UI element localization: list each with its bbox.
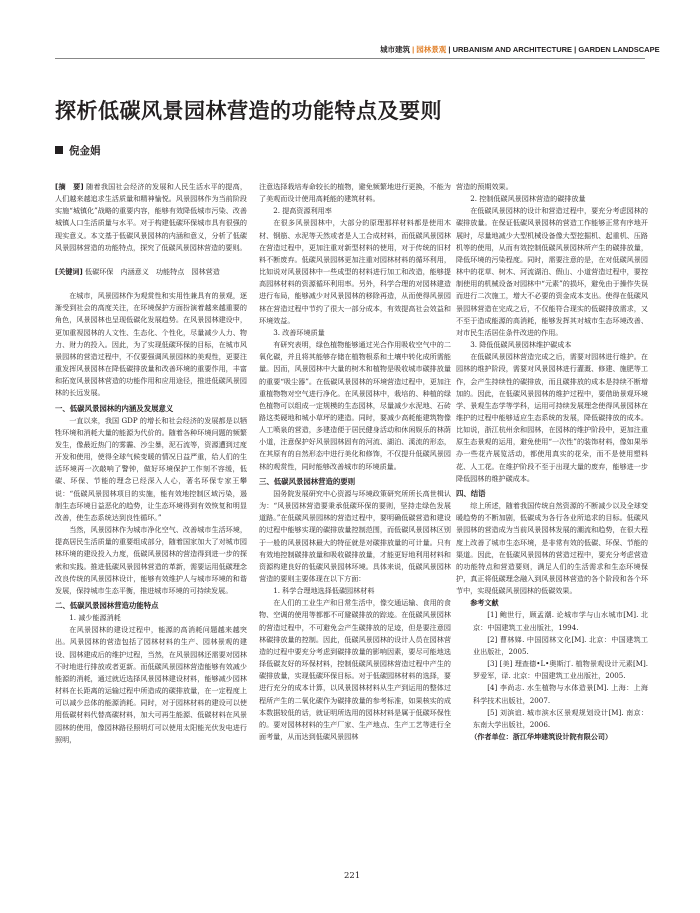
header-separator-3: | bbox=[574, 45, 577, 54]
reference-item: [3] [美] 理查德•L•奥斯汀. 植物景观设计元素[M]. 罗爱军，译. 北京：中国建筑工业出版社，2005. bbox=[473, 659, 648, 681]
header-section-b: 园林景观 bbox=[416, 45, 447, 54]
column-3 bbox=[456, 181, 648, 743]
header-separator: | bbox=[412, 45, 415, 54]
references-heading: 参考文献 bbox=[470, 598, 499, 608]
article-title: 探析低碳风景园林营造的功能特点及要则 bbox=[55, 99, 442, 123]
paragraph: 在人们的工业生产和日常生活中，像交通运输、食用的食物、空调的使用等都都不可避碳排放的踪迹。在低碳风景园林的营造过程中，不可避免会产生碳排放的足迹，但是要注意园林碳排放量的控制。因此，低碳风景园林的设计人员在园林营造的过程中要充分考虑到碳排放量的影响因素，要尽可能地选择低碳友好的环保材料，控制低碳风景园林营造过程中产生的碳排放量，实现低碳环保目标。对于低碳园林材料的选择，要进行充分的成本计算，以风景园林材料从生产到运用的整体过程所产生的二氧化碳作为碳排放量的参考标准，如果核实的成本数据较低的话，就证明所选用的园林材料是属于低碳环保性的。要对园林材料的生产厂家、生产地点、生产工艺等进行全面考量，从而达到低碳风景园林 bbox=[259, 598, 451, 742]
author-name: 倪金娟 bbox=[69, 145, 101, 157]
subsection-heading: 3. 降低低碳风景园林维护碳成本 bbox=[470, 340, 572, 350]
spacer bbox=[55, 254, 247, 266]
keywords bbox=[55, 266, 247, 278]
section-3-heading: 三、低碳风景园林营造的要则 bbox=[259, 476, 356, 486]
square-bullet-icon bbox=[55, 146, 63, 154]
header-section-c: URBANISM AND ARCHITECTURE bbox=[452, 45, 573, 54]
abstract-text: 随着我国社会经济的发展和人民生活水平的提高，人们越来越追求生活质量和精神愉悦。风景园林作为当前阶段实施“城镇化”战略的重要内容，能够有效降低城市污染、改善城镇人口生活质量与水平。对于构建低碳环保城市具有很强的现实意义。本文基于低碳风景园林的内涵和意义，分析了低碳风景园林营造的功能特点，探究了低碳风景园林营造的要则。 bbox=[55, 182, 248, 252]
intro-paragraph: 在城市，风景园林作为观赏性和实用性兼具有的景观，逐渐受到社会的高度关注，在环境保护方面扮演着越来越重要的角色，风景园林也呈现低碳化发展趋势。在风景园林建设中，更加重视园林的人文性、生态化、个性化，尽量减少人力、物力、财力的投入。因此，为了实现低碳环保的目标，在城市风景园林的营造过程中，不仅要强调风景园林的美观性，更要注重发挥风景园林在降低碳排放量和改善环境的重要作用，丰富和拓宽风景园林营造的功能作用和应用途径，推进低碳风景园林的长远发展。 bbox=[55, 291, 247, 398]
header-section-d: GARDEN LANDSCAPE bbox=[578, 45, 660, 54]
author-line bbox=[55, 143, 101, 158]
paragraph: 在低碳风景园林营造完成之后，需要对园林进行维护。在园林的维护阶段，需要对风景园林进行灌溉、修建、施肥等工作，会产生持续性的碳排放，而且碳排放的成本是持续不断增加的。因此，在低碳风景园林的维护过程中，要借助景观环境学、景观生态学等学科，运用可持续发展理念使得风景园林在维护的过程中能够适应生态系统的发展，降低碳排放的成本。比如说，浙江杭州余和园林，在园林的维护阶段中，更加注重原生态景观的运用，避免使用“一次性”的装饰材料，像如果举办一些花卉展览活动，都使用真实的花朵，而不是使用塑料花、人工花。在维护阶段不至于出现大量的废弃，能够进一步降低园林的维护碳成本。 bbox=[456, 352, 648, 483]
column-2 bbox=[259, 181, 451, 743]
paragraph: 综上所述，随着我国传统自然资源的不断减少以及全球变暖趋势的不断加剧，低碳成为各行各业所追求的目标。低碳风景园林的营造成为当前风景园林发展的潮流和趋势，在很大程度上改善了城市生态环境，是非常有效的低碳、环保、节能的渠道。因此，在低碳风景园林的营造过程中，要充分考虑营造的功能特点和营造要则，满足人们的生活需求和生态环境保护，真正将低碳理念融入到风景园林营造的各个阶段和各个环节中，实现低碳风景园林的低碳效果。 bbox=[456, 501, 648, 596]
header-separator-2: | bbox=[448, 45, 451, 54]
subsection-heading: 2. 提高资源利用率 bbox=[273, 206, 332, 216]
reference-item: [4] 李尚志. 水生植物与水体造景[M]. 上海：上海科学技术出版社，2007. bbox=[473, 683, 648, 705]
paragraph: 营造的预期效果。 bbox=[456, 182, 513, 191]
subsection-heading: 2. 控制低碳风景园林营造的碳排放量 bbox=[470, 194, 586, 204]
subsection-heading: 1. 减少能源消耗 bbox=[69, 613, 121, 623]
paragraph: 国务院发展研究中心资源与环境政策研究所所长高世楫认为：“风景园林营造要秉承低碳环保的要则，坚持走绿色发展道路。”在低碳风景园林的营造过程中，要明确低碳营造和建设的过程中能够实现的碳排放量控制范围，而低碳风景园林区别于一般的风景园林最大的特征就是对碳排放量的可计量。只有有效地控制碳排放量和吸收碳排放量，才能更好地利用材料和资源构建良好的低碳风景园林环境。具体来说，低碳风景园林营造的要则主要体现在以下方面： bbox=[259, 488, 451, 583]
header-section-a: 城市建筑 bbox=[380, 45, 410, 54]
reference-item: [5] 刘滨谊. 城市滨水区景观规划设计[M]. 南京：东南大学出版社，2006. bbox=[473, 707, 648, 729]
section-4-heading: 四、结语 bbox=[456, 488, 486, 498]
spacer bbox=[55, 278, 247, 290]
running-header bbox=[380, 44, 660, 55]
section-1-heading: 一、低碳风景园林的内涵及发展意义 bbox=[55, 403, 174, 413]
paragraph: 在风景园林的建设过程中，能源的高消耗问题越来越突出。风景园林的营造包括了园林材料的生产、园林景观的建设、园林建成后的维护过程，当然，在风景园林还需要对园林不时地进行排放或者更新。而低碳风景园林营造能够有效减少能源的消耗，通过就近选择风景园林建设材料，能够减少园林材料在长距离的运输过程中所造成的碳排放量，在一定程度上可以减少总体的能源消耗。同时，对于园林材料的建设可以使用低碳材料代替高碳材料，加大可再生能源、低碳材料在风景园林的使用，像园林路径照明灯可以使用太阳能光伏发电进行照明， bbox=[55, 625, 247, 744]
subsection-heading: 1. 科学合理地选择低碳园林材料 bbox=[273, 586, 375, 596]
paragraph: 在很多风景园林中，大部分的原理那样材料都是使用木材、钢筋、水泥等天然或者是人工合成材料，而低碳风景园林在营造过程中，更加注重对新型材料的使用，对于传统的旧材料不断废弃。低碳风景园林更加注重对园林材料的循环利用，比如说对风景园林中一些成型的材料进行加工和改造，能够提高园林材料的资源循环利用率。另外，科学合理的对园林建造进行布局，能够减少对风景园林的移除再造，从而使得风景园林在营造过程中节约了很大一部分成本，有效提高社会效益和环境效益。 bbox=[259, 218, 451, 325]
paragraph: 注意选择栽培寿命较长的植物，避免频繁地进行更换，不能为了美观而设计使用高耗能的建筑材料。 bbox=[259, 182, 451, 204]
header-rule bbox=[55, 58, 645, 59]
paragraph: 当然，风景园林作为城市净化空气、改善城市生活环境，提高居民生活质量的重要组成部分，随着国家加大了对城市园林环境的建设投入力度，低碳风景园林的营造得到进一步的探索和实践。推进低碳风景园林营造的革新，需要运用低碳理念改良传统的风景园林设计，能够有效维护人与城市环境的和谐发展，保持城市生态平衡，推进城市环境的可持续发展。 bbox=[55, 525, 247, 595]
abstract bbox=[55, 181, 247, 254]
subsection-heading: 3. 改善环境质量 bbox=[273, 327, 325, 337]
reference-item: [2] 曹林娣. 中国园林文化[M]. 北京：中国建筑工业出版社，2005. bbox=[473, 634, 648, 656]
author-affiliation: （作者单位：浙江华坤建筑设计院有限公司） bbox=[470, 732, 613, 742]
section-2-heading: 二、低碳风景园林营造功能特点 bbox=[55, 601, 159, 610]
paragraph: 有研究表明，绿色植物能够通过光合作用吸收空气中的二氧化碳，并且将其能够存储在植物根系和土壤中转化成所需能量。因而，风景园林中大量的树木和植物是吸收城市碳排放量的重要“吸尘器”。在低碳风景园林的环境营造过程中，更加注重植物物对空气进行净化。在风景园林中，栽培的、种植的绿色植物可以组成一定规模的生态园林，尽量减少水泥地、石砖路这类硬地和城小草坪的建造。同时，要减少高耗能建筑物像人工喷泉的营造，多建造便于居民健身活动和休闲娱乐的林荫小道，注意保护好风景园林固有的河流、湖泊、溪流的形态，在其原有的自然形态中进行美化和修饰，不仅提升低碳风景园林的观赏性，同时能够改善城市的环境质量。 bbox=[259, 340, 451, 471]
column-1 bbox=[55, 181, 247, 746]
paragraph: 一直以来，我国 GDP 的增长和社会经济的发展都是以牺牲环境和消耗大量的能源为代价的。随着各种环境问题的频繁发生，像最近热门的雾霾、沙尘暴，泥石流等，资源遭到过度开发和使用，使得全球气候变暖的情况日益严重，给人们的生活环境再一次敲响了警钟，做好环境保护工作刻不容缓，低碳、环保、节能的理念已经深入人心，著名环保专家王攀说：“低碳风景园林项目的实施，能有效地控制区域污染，遏制生态环境日益恶化的趋势，让生态环境得到有效恢复和明显改善，使生态系统达到良性循环。” bbox=[55, 415, 247, 522]
keywords-label: [关键词] bbox=[55, 266, 83, 276]
reference-item: [1] 鲍世行，顾孟潮. 论城市学与山水城市[M]. 北京：中国建筑工业出版社，1994. bbox=[473, 610, 648, 632]
abstract-label: [摘 要] bbox=[55, 182, 84, 191]
keywords-text: 低碳环保 内涵意义 功能特点 园林营造 bbox=[85, 266, 220, 276]
paragraph: 在低碳风景园林的设计和营造过程中，要充分考虑园林的碳排放量。在保证低碳风景园林的营造工作能够正常有序地开展时，尽量地减少大型机械设备像大型挖掘机、起重机、压路机等的使用，从而有效控制低碳风景园林所产生的碳排放量，降低环境的污染程度。同时，需要注意的是，在对低碳风景园林中的花草、树木、河流湖泊、假山、小道营造过程中，要控制使用的机械设备对园林中“元素”的损坏，避免由于操作失误而进行二次施工，增大不必要的资金成本支出。使得在低碳风景园林营造在完成之后，不仅能符合现实的低碳排放需求，又不至于造成能源的高消耗，能够发挥其对城市生态环境改善、对市民生活居住条件改进的作用。 bbox=[456, 206, 648, 337]
page-number: 221 bbox=[344, 871, 361, 881]
